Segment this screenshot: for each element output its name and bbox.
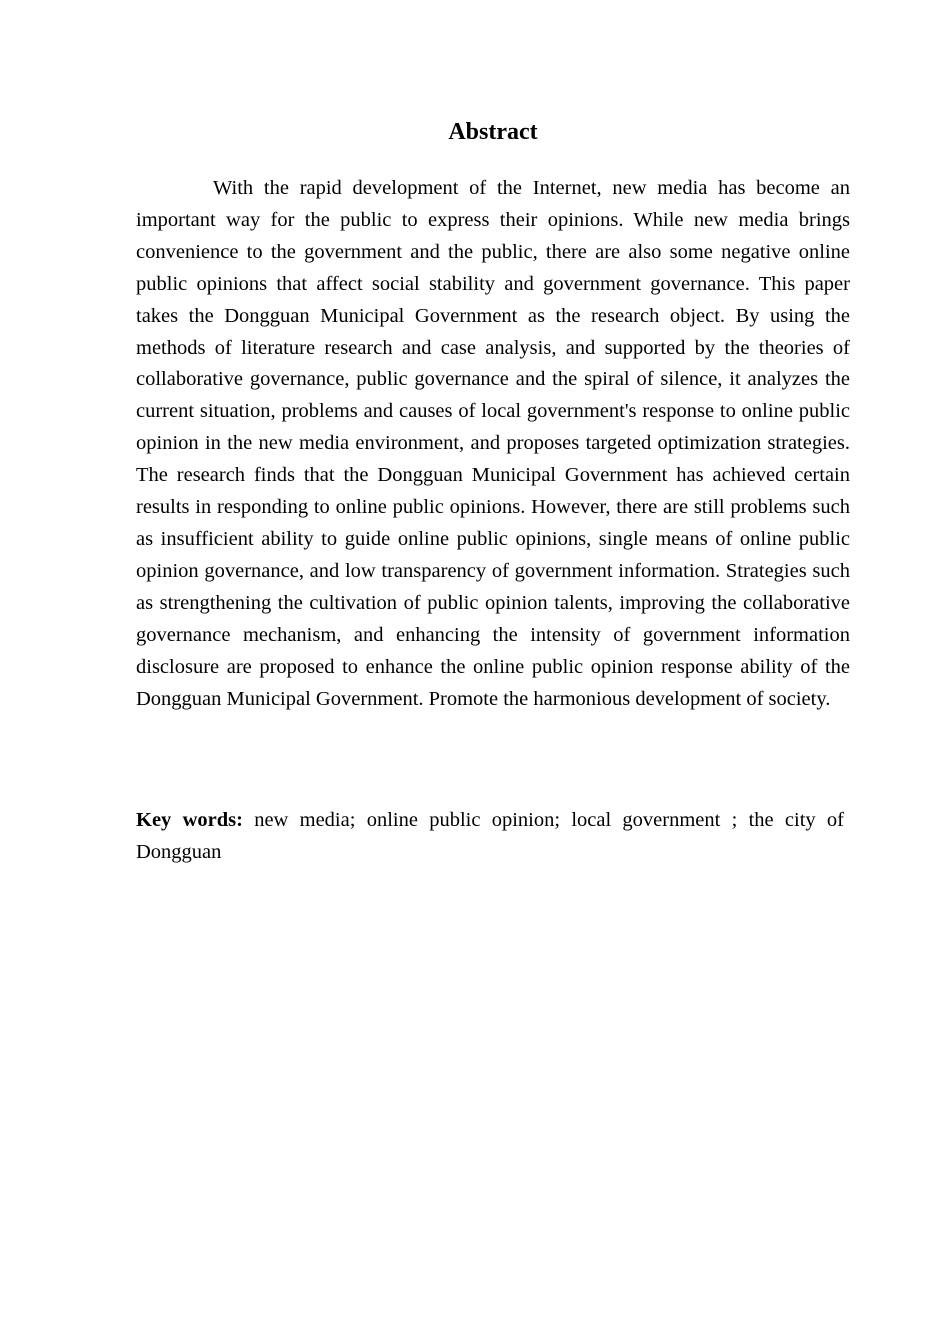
abstract-body: With the rapid development of the Internet, new media has become an important way for the public to express their opinions. While new media brings convenience to the government and the public, there are also some negative online public opinions that affect social stability and government governance. This paper takes the Dongguan Municipal Government as the research object. By using the methods of literature research and case analysis, and supported by the theories of collaborative governance, public governance and the spiral of silence, it analyzes the current situation, problems and causes of local government's response to online public opinion in the new media environment, and proposes targeted optimization strategies. The research finds that the Dongguan Municipal Government has achieved certain results in responding to online public opinions. However, there are still problems such as insufficient ability to guide online public opinions, single means of online public opinion governance, and low transparency of government information. Strategies such as strengthening the cultivation of public opinion talents, improving the collaborative governance mechanism, and enhancing the intensity of government information disclosure are proposed to enhance the online public opinion response ability of the Dongguan Municipal Government. Promote the harmonious development of society. [136, 177, 850, 710]
keywords-text: new media; online public opinion; local government ; the city of Dongguan [136, 809, 844, 863]
abstract-heading: Abstract [448, 119, 538, 145]
keywords-line [136, 804, 844, 868]
keywords-label: Key words: [136, 809, 243, 831]
